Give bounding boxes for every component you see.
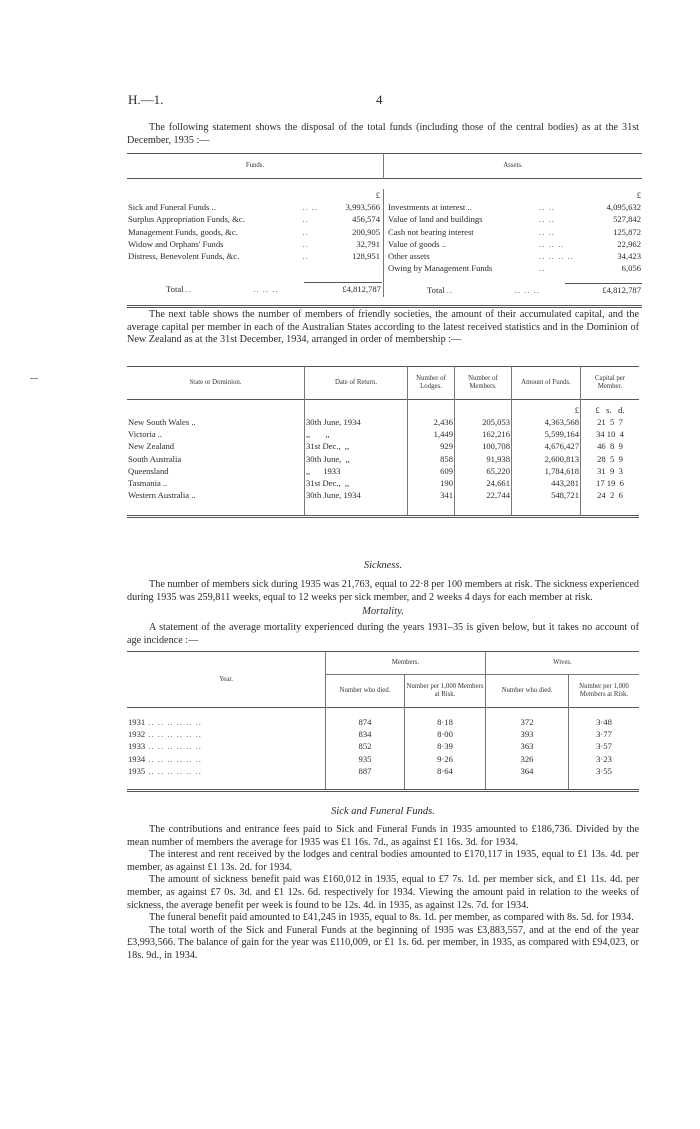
state-funds: 2,600,813 xyxy=(512,453,581,465)
wives-died: 393 xyxy=(486,728,569,740)
state-members: 65,220 xyxy=(455,465,512,477)
col-funds: Amount of Funds. xyxy=(512,367,581,400)
state-date: ,, ,, xyxy=(305,428,408,440)
state-members: 100,708 xyxy=(455,440,512,452)
mortality-year-cell: 1933 .. .. .. .. .. .. xyxy=(128,741,202,752)
col-wives-died: Number who died. xyxy=(486,675,569,708)
sick-funeral-heading: Sick and Funeral Funds. xyxy=(331,806,435,817)
intro-paragraph-funds: The following statement shows the disposal of the total funds (including those of the central bodies) as at the 31st December, 1935 :— xyxy=(127,122,639,146)
funds-row xyxy=(127,226,381,238)
asset-amount: 6,056 xyxy=(621,263,641,274)
fund-dots: .. xyxy=(302,226,309,237)
capital-unit: £ s. d. xyxy=(581,400,640,417)
mortality-table xyxy=(127,651,639,792)
mortality-row xyxy=(127,765,639,777)
asset-amount: 34,423 xyxy=(617,251,641,262)
assets-row xyxy=(387,213,642,225)
asset-amount: 22,962 xyxy=(617,238,641,249)
mortality-year: 1932 xyxy=(128,729,146,740)
sickness-heading: Sickness. xyxy=(363,560,403,571)
members-rate: 8·64 xyxy=(405,765,486,777)
wives-died: 364 xyxy=(486,765,569,777)
fund-amount: 32,791 xyxy=(356,238,380,249)
state-lodges: 2,436 xyxy=(408,416,455,428)
members-rate: 8·39 xyxy=(405,740,486,752)
state-row xyxy=(127,453,639,465)
state-lodges: 341 xyxy=(408,489,455,501)
asset-dots: .. .. .. xyxy=(539,238,565,249)
asset-dots: .. .. xyxy=(539,202,555,213)
assets-total-label: Total xyxy=(427,284,445,295)
state-capital: 28 5 9 xyxy=(581,453,640,465)
sick-funeral-paragraph: The contributions and entrance fees paid to Sick and Funeral Funds in 1935 amounted to £186,736. Divided by the mean number of members the average for 1935 was £1 16s. 7d., as against £1 16s. 3d. for 1934. xyxy=(127,824,639,848)
state-capital: 31 9 3 xyxy=(581,465,640,477)
state-date: 30th June, 1934 xyxy=(305,489,408,501)
report-code: H.—1. xyxy=(128,92,164,107)
funds-unit: £ xyxy=(512,400,581,417)
state-capital: 21 5 7 xyxy=(581,416,640,428)
assets-row xyxy=(387,250,642,262)
asset-label: Investments at interest .. xyxy=(388,202,472,213)
sick-funeral-paragraph: The amount of sickness benefit paid was £160,012 in 1935, equal to £7 7s. 1d. per member sick, and £1 11s. 4d. per member, as against £7 0s. 3d. and £1 12s. 6d. respectively for 1934. Viewing the amount paid in relation to the weeks of sickness, the average benefit per week is found to be 12s. 4d. in 1935, as against 12s. 7d. for 1934. xyxy=(127,874,639,911)
assets-heading: Assets. xyxy=(384,154,643,179)
mortality-paragraph: A statement of the average mortality experienced during the years 1931–35 is given below, but it takes no account of age incidence :— xyxy=(127,622,639,646)
mortality-year-cell: 1935 .. .. .. .. .. .. xyxy=(128,765,202,776)
members-died: 834 xyxy=(326,728,405,740)
fund-dots: .. xyxy=(302,251,309,262)
wives-died: 326 xyxy=(486,753,569,765)
asset-amount: 4,095,632 xyxy=(606,202,641,213)
fund-amount: 3,993,566 xyxy=(345,202,380,213)
state-name: New Zealand xyxy=(128,441,175,452)
state-date: ,, 1933 xyxy=(305,465,408,477)
funds-heading: Funds. xyxy=(245,162,265,169)
mortality-year-cell: 1934 .. .. .. .. .. .. xyxy=(128,753,202,764)
state-capital: 46 8 9 xyxy=(581,440,640,452)
state-row xyxy=(127,489,639,501)
state-name: Western Australia .. xyxy=(128,490,196,501)
asset-label: Value of land and buildings xyxy=(388,214,483,225)
state-name: Queensland xyxy=(128,465,169,476)
fund-amount: 128,951 xyxy=(352,251,380,262)
state-funds: 4,363,568 xyxy=(512,416,581,428)
funds-total-label: Total xyxy=(166,284,184,295)
assets-row xyxy=(387,226,642,238)
state-date: 30th June, 1934 xyxy=(305,416,408,428)
assets-row xyxy=(387,201,642,213)
wives-rate: 3·57 xyxy=(569,740,640,752)
asset-amount: 125,872 xyxy=(613,226,641,237)
state-row xyxy=(127,440,639,452)
wives-rate: 3·55 xyxy=(569,765,640,777)
state-capital: 34 10 4 xyxy=(581,428,640,440)
state-capital: 17 19 6 xyxy=(581,477,640,489)
state-name: South Australia xyxy=(128,453,182,464)
assets-total-dots: .. .. .. xyxy=(514,284,540,295)
state-funds: 4,676,427 xyxy=(512,440,581,452)
members-died: 874 xyxy=(326,716,405,728)
funds-row xyxy=(127,250,381,262)
assets-currency: £ xyxy=(636,190,641,200)
wives-rate: 3·77 xyxy=(569,728,640,740)
mortality-year: 1933 xyxy=(128,741,146,752)
members-died: 887 xyxy=(326,765,405,777)
mortality-row xyxy=(127,716,639,728)
state-lodges: 1,449 xyxy=(408,428,455,440)
sick-funeral-paragraphs xyxy=(127,824,639,963)
asset-label: Owing by Management Funds xyxy=(388,263,493,274)
mortality-row xyxy=(127,753,639,765)
assets-list xyxy=(387,189,642,274)
col-members: Number of Members. xyxy=(455,367,512,400)
members-rate: 8·18 xyxy=(405,716,486,728)
funds-list xyxy=(127,189,381,262)
wives-died: 372 xyxy=(486,716,569,728)
wives-rate: 3·48 xyxy=(569,716,640,728)
asset-amount: 527,842 xyxy=(613,214,641,225)
sick-funeral-paragraph: The interest and rent received by the lodges and central bodies amounted to £170,117 in 1935, equal to £1 13s. 4d. per member, as against £1 13s. 2d. for 1934. xyxy=(127,849,639,873)
state-members: 205,053 xyxy=(455,416,512,428)
fund-label: Widow and Orphans' Funds xyxy=(128,238,224,249)
col-wives-rate: Number per 1,000 Members at Risk. xyxy=(569,675,640,708)
col-members-group: Members. xyxy=(326,652,486,675)
assets-total: £4,812,787 xyxy=(565,283,642,296)
funds-row xyxy=(127,238,381,250)
assets-row xyxy=(387,238,642,250)
state-row xyxy=(127,465,639,477)
fund-label: Sick and Funeral Funds .. xyxy=(128,202,216,213)
fund-label: Surplus Appropriation Funds, &c. xyxy=(128,214,245,225)
state-lodges: 929 xyxy=(408,440,455,452)
fund-label: Management Funds, goods, &c. xyxy=(128,226,238,237)
members-rate: 8·00 xyxy=(405,728,486,740)
funds-assets-table: Funds. Assets. £ Sick and Funeral Funds .. .. .. 3,993,566 Surplus Appropriation Funds, &c. .. 456,574 Management Funds, goods, &c. .. 200,905 Widow and Orphans' Funds .. 32,791 Distress, Benevolent Funds, &c. .. 128,951 £ Investments at interest .. .. .. 4,095,632 Value of land and buildings .. .. 527,842 Cash not bearing interest .. .. 125,872 Value of goods .. .. .. .. 22,962 Other assets .. .. .. .. 34,423 Owing by Management Funds .. 6,056 Total .. .. .. .. £4,812,787 Total .. .. .. .. £4,812,787 xyxy=(127,153,639,308)
state-funds: 548,721 xyxy=(512,489,581,501)
state-members: 162,216 xyxy=(455,428,512,440)
state-members: 91,938 xyxy=(455,453,512,465)
members-died: 935 xyxy=(326,753,405,765)
col-state: State or Dominion. xyxy=(189,379,242,386)
mortality-year-cell: 1931 .. .. .. .. .. .. xyxy=(128,717,202,727)
col-capital: Capital per Member. xyxy=(581,367,640,400)
asset-label: Cash not bearing interest xyxy=(388,226,474,237)
state-members: 24,661 xyxy=(455,477,512,489)
state-row xyxy=(127,428,639,440)
asset-dots: .. .. xyxy=(539,214,555,225)
state-row xyxy=(127,416,639,428)
wives-rate: 3·23 xyxy=(569,753,640,765)
state-lodges: 190 xyxy=(408,477,455,489)
state-lodges: 609 xyxy=(408,465,455,477)
members-rate: 9·26 xyxy=(405,753,486,765)
sick-funeral-paragraph: The total worth of the Sick and Funeral Funds at the beginning of 1935 was £3,883,557, and at the end of the year £3,993,566. The balance of gain for the year was £110,009, or £1 1s. 6d. per member, in 1935, as compared with £94,023, or 18s. 9d., in 1934. xyxy=(127,924,639,961)
col-lodges: Number of Lodges. xyxy=(408,367,455,400)
state-members: 22,744 xyxy=(455,489,512,501)
mortality-row xyxy=(127,740,639,752)
fund-dots: .. xyxy=(302,214,309,225)
state-date: 30th June, ,, xyxy=(305,453,408,465)
asset-dots: .. xyxy=(539,263,546,274)
state-lodges: 858 xyxy=(408,453,455,465)
state-row xyxy=(127,477,639,489)
state-funds: 443,281 xyxy=(512,477,581,489)
mortality-year: 1931 xyxy=(128,717,146,727)
page-number: 4 xyxy=(376,92,383,107)
mortality-year: 1935 xyxy=(128,765,146,776)
mortality-row xyxy=(127,728,639,740)
state-funds: 1,784,618 xyxy=(512,465,581,477)
fund-amount: 456,574 xyxy=(352,214,380,225)
state-capital: 24 2 6 xyxy=(581,489,640,501)
mortality-year: 1934 xyxy=(128,753,146,764)
assets-row xyxy=(387,262,642,274)
funds-total-dots: .. .. .. xyxy=(253,284,279,295)
state-name: Victoria .. xyxy=(128,429,163,440)
col-members-rate: Number per 1,000 Members at Risk. xyxy=(405,675,486,708)
members-died: 852 xyxy=(326,740,405,752)
state-date: 31st Dec., ,, xyxy=(305,440,408,452)
fund-dots: .. xyxy=(302,238,309,249)
asset-label: Other assets xyxy=(388,251,430,262)
col-members-died: Number who died. xyxy=(326,675,405,708)
col-date: Date of Return. xyxy=(305,367,408,400)
state-name: New South Wales .. xyxy=(128,417,196,427)
funds-row xyxy=(127,213,381,225)
fund-label: Distress, Benevolent Funds, &c. xyxy=(128,251,240,262)
state-name: Tasmania .. xyxy=(128,478,168,489)
mortality-heading: Mortality. xyxy=(362,606,404,617)
asset-dots: .. .. .. .. xyxy=(539,251,574,262)
fund-dots: .. .. xyxy=(302,202,319,213)
mortality-year-cell: 1932 .. .. .. .. .. .. xyxy=(128,729,202,740)
margin-mark xyxy=(30,378,38,379)
fund-amount: 200,905 xyxy=(352,226,380,237)
state-date: 31st Dec., ,, xyxy=(305,477,408,489)
states-table xyxy=(127,366,639,518)
asset-dots: .. .. xyxy=(539,226,555,237)
asset-label: Value of goods .. xyxy=(388,238,446,249)
state-funds: 5,599,164 xyxy=(512,428,581,440)
sick-funeral-paragraph: The funeral benefit paid amounted to £41,245 in 1935, equal to 8s. 1d. per member, as compared with 8s. 5d. for 1934. xyxy=(149,912,634,924)
funds-total: £4,812,787 xyxy=(304,283,382,296)
intro-paragraph-states: The next table shows the number of members of friendly societies, the amount of their accumulated capital, and the average capital per member in each of the Australian States according to the latest received statistics and in the Dominion of New Zealand as at the 31st December, 1934, arranged in order of membership :— xyxy=(127,309,639,346)
col-year: Year. xyxy=(219,675,233,683)
sickness-paragraph: The number of members sick during 1935 was 21,763, equal to 22·8 per 100 members at risk. The sickness experienced during 1935 was 259,811 weeks, equal to 12 weeks per sick member, and 2 weeks 4 days for each member at risk. xyxy=(127,579,639,603)
funds-row xyxy=(127,201,381,213)
funds-currency: £ xyxy=(375,190,380,200)
col-wives-group: Wives. xyxy=(486,652,640,675)
wives-died: 363 xyxy=(486,740,569,752)
